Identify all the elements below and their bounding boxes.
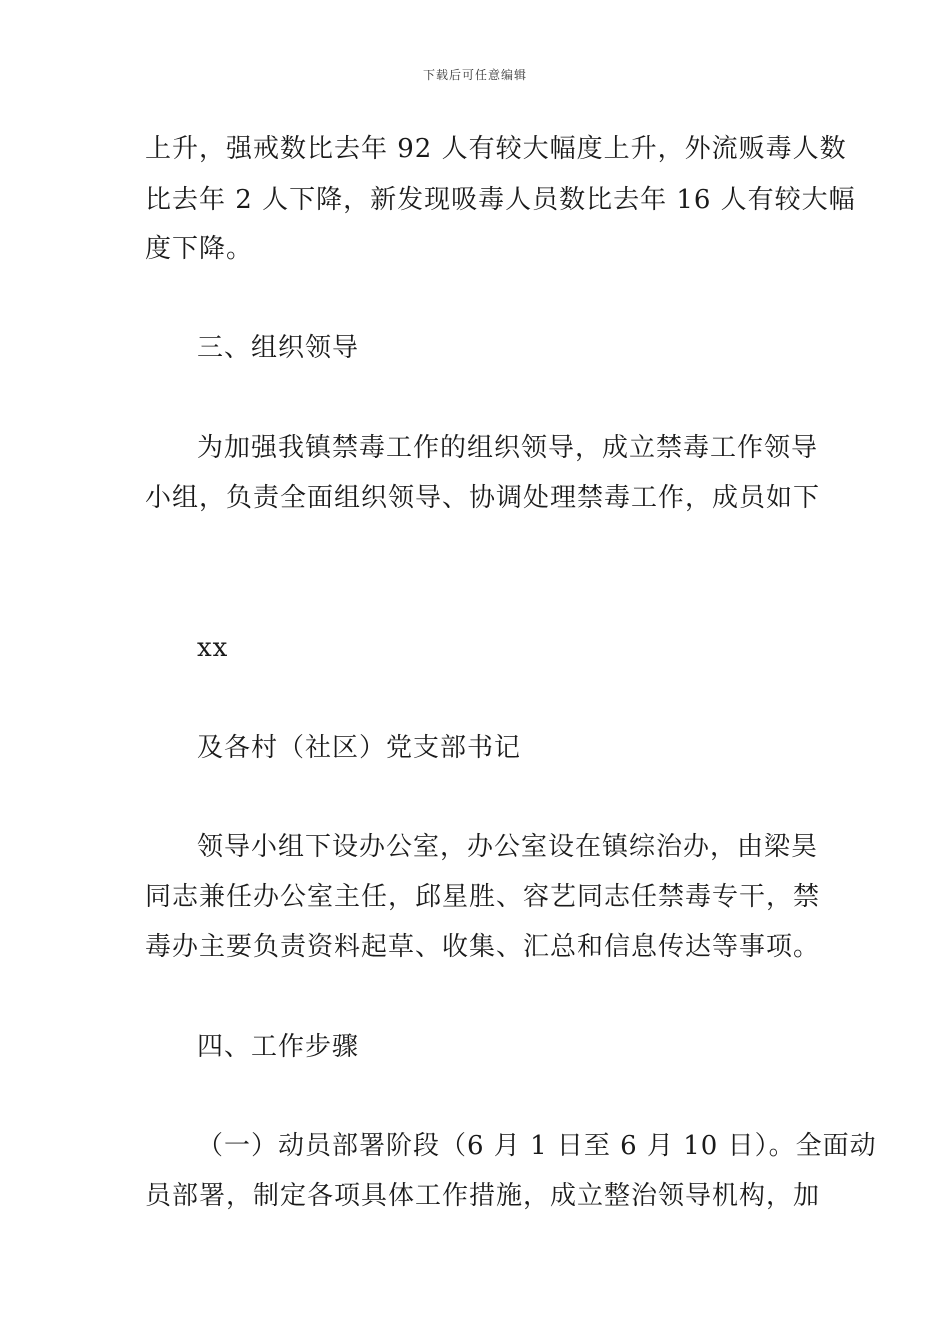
section-heading-3: 三、组织领导	[197, 333, 360, 363]
paragraph-line: 员部署，制定各项具体工作措施，成立整治领导机构，加	[145, 1181, 821, 1211]
paragraph-line: 同志兼任办公室主任，邱星胜、容艺同志任禁毒专干，禁	[145, 882, 821, 912]
paragraph-line: 为加强我镇禁毒工作的组织领导，成立禁毒工作领导	[197, 433, 819, 463]
members-line: 及各村（社区）党支部书记	[197, 733, 522, 763]
paragraph-line: 上升，强戒数比去年 92 人有较大幅度上升，外流贩毒人数	[145, 134, 847, 164]
paragraph-line: 小组，负责全面组织领导、协调处理禁毒工作，成员如下	[145, 483, 821, 513]
paragraph-line: （一）动员部署阶段（6 月 1 日至 6 月 10 日）。全面动	[197, 1131, 877, 1161]
paragraph-line: 毒办主要负责资料起草、收集、汇总和信息传达等事项。	[145, 932, 821, 962]
paragraph-line: 领导小组下设办公室，办公室设在镇综治办，由梁昊	[197, 832, 819, 862]
paragraph-line: 比去年 2 人下降，新发现吸毒人员数比去年 16 人有较大幅	[145, 185, 856, 215]
section-heading-4: 四、工作步骤	[197, 1032, 360, 1062]
header-note: 下载后可任意编辑	[422, 68, 527, 82]
paragraph-line: 度下降。	[145, 234, 254, 264]
placeholder-text: xx	[197, 633, 229, 663]
